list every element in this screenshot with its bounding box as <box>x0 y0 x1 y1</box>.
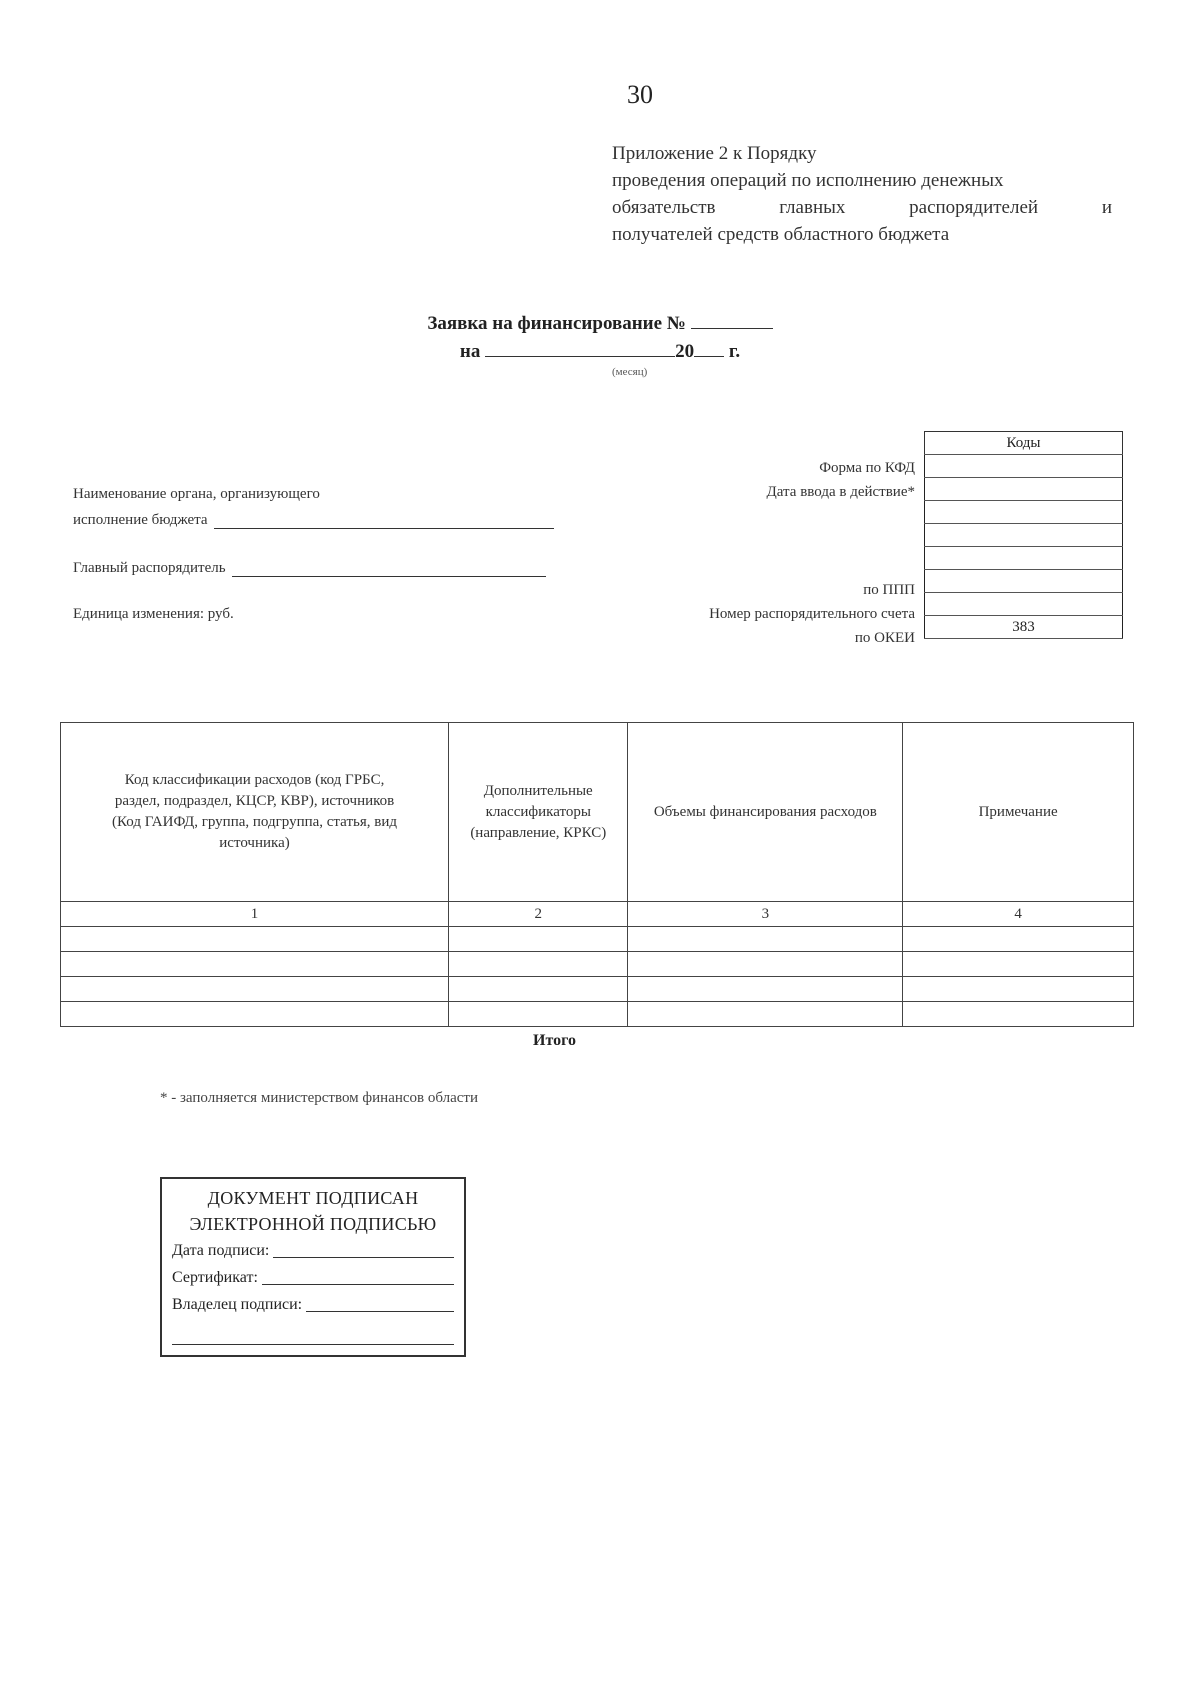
electronic-signature-stamp <box>160 1177 466 1357</box>
table-cell[interactable] <box>628 977 903 1002</box>
col-number-4: 4 <box>903 902 1134 927</box>
codes-table <box>924 431 1123 639</box>
year-field[interactable] <box>694 338 724 357</box>
table-cell[interactable] <box>903 927 1134 952</box>
main-manager-field[interactable] <box>232 558 546 577</box>
table-cell[interactable] <box>903 977 1134 1002</box>
stamp-owner-field-extra[interactable] <box>172 1318 454 1345</box>
header-financing-volume: Объемы финансирования расходов <box>628 723 903 902</box>
stamp-title-line-2: ЭЛЕКТРОННОЙ ПОДПИСЬЮ <box>189 1214 437 1234</box>
stamp-cert-label: Сертификат: <box>172 1269 258 1286</box>
financing-table <box>60 722 1134 1027</box>
table-cell[interactable] <box>61 952 449 977</box>
document-subtitle <box>0 338 1200 363</box>
code-blank-2[interactable] <box>925 524 1123 547</box>
code-ppp[interactable] <box>925 570 1123 593</box>
date-enter-label: Дата ввода в действие* <box>766 484 915 500</box>
table-cell[interactable] <box>628 927 903 952</box>
table-cell[interactable] <box>449 977 628 1002</box>
table-row <box>61 1002 1134 1027</box>
title-na: на <box>459 341 481 362</box>
header-expense-code: Код классификации расходов (код ГРБС, раздел, подраздел, КЦСР, КВР), источников (Код ГАИФД, группа, подгруппа, статья, вид источника) <box>61 723 449 902</box>
code-blank-3[interactable] <box>925 547 1123 570</box>
year-prefix: 20 <box>675 341 695 362</box>
header-additional-classifiers: Дополнительные классификаторы (направление, КРКС) <box>449 723 628 902</box>
header-note: Примечание <box>903 723 1134 902</box>
code-blank-1[interactable] <box>925 501 1123 524</box>
col-number-3: 3 <box>628 902 903 927</box>
year-suffix: г. <box>728 341 741 362</box>
table-cell[interactable] <box>903 1002 1134 1027</box>
stamp-owner-row <box>172 1291 454 1318</box>
organ-label-line-1: Наименование органа, организующего <box>73 486 320 502</box>
code-date-enter[interactable] <box>925 478 1123 501</box>
table-row <box>61 927 1134 952</box>
code-form-kfd[interactable] <box>925 455 1123 478</box>
stamp-date-row <box>172 1237 454 1264</box>
appendix-line-2: проведения операций по исполнению денежных <box>612 170 1004 191</box>
organ-label-row <box>73 510 554 529</box>
total-label: Итого <box>533 1032 576 1049</box>
stamp-owner-field[interactable] <box>306 1311 454 1312</box>
main-manager-label: Главный распорядитель <box>73 560 226 576</box>
month-note: (месяц) <box>612 366 648 378</box>
table-cell[interactable] <box>449 952 628 977</box>
table-cell[interactable] <box>628 1002 903 1027</box>
table-cell[interactable] <box>61 1002 449 1027</box>
document-title <box>0 310 1200 335</box>
table-header-row <box>61 723 1134 902</box>
stamp-owner-label: Владелец подписи: <box>172 1296 303 1313</box>
title-text: Заявка на финансирование № <box>427 313 686 334</box>
ppp-label: по ППП <box>863 582 915 598</box>
table-cell[interactable] <box>61 927 449 952</box>
col-number-2: 2 <box>449 902 628 927</box>
codes-header: Коды <box>925 432 1123 455</box>
stamp-date-field[interactable] <box>273 1257 454 1258</box>
request-number-field[interactable] <box>691 310 773 329</box>
stamp-date-label: Дата подписи: <box>172 1242 270 1259</box>
col-number-1: 1 <box>61 902 449 927</box>
table-cell[interactable] <box>449 1002 628 1027</box>
table-row <box>61 952 1134 977</box>
okei-label: по ОКЕИ <box>854 630 915 646</box>
appendix-note <box>612 140 1112 248</box>
stamp-title-line-1: ДОКУМЕНТ ПОДПИСАН <box>207 1188 419 1208</box>
month-field[interactable] <box>485 338 675 357</box>
table-cell[interactable] <box>61 977 449 1002</box>
organ-field[interactable] <box>214 510 554 529</box>
main-manager-row <box>73 558 546 577</box>
unit-label: Единица изменения: руб. <box>73 606 234 622</box>
code-account-number[interactable] <box>925 593 1123 616</box>
account-number-label: Номер распорядительного счета <box>709 606 915 622</box>
appendix-line-3: обязательств главных распорядителей и <box>612 197 1112 218</box>
stamp-cert-field[interactable] <box>262 1284 454 1285</box>
table-cell[interactable] <box>449 927 628 952</box>
footnote: * - заполняется министерством финансов области <box>160 1090 479 1106</box>
stamp-cert-row <box>172 1264 454 1291</box>
page-number: 30 <box>627 80 653 109</box>
table-cell[interactable] <box>628 952 903 977</box>
table-number-row <box>61 902 1134 927</box>
form-kfd-label: Форма по КФД <box>819 460 915 476</box>
code-okei[interactable]: 383 <box>925 616 1123 639</box>
organ-label-line-2: исполнение бюджета <box>73 512 208 528</box>
appendix-line-1: Приложение 2 к Порядку <box>612 143 817 164</box>
appendix-line-4: получателей средств областного бюджета <box>612 224 950 245</box>
table-row <box>61 977 1134 1002</box>
table-cell[interactable] <box>903 952 1134 977</box>
